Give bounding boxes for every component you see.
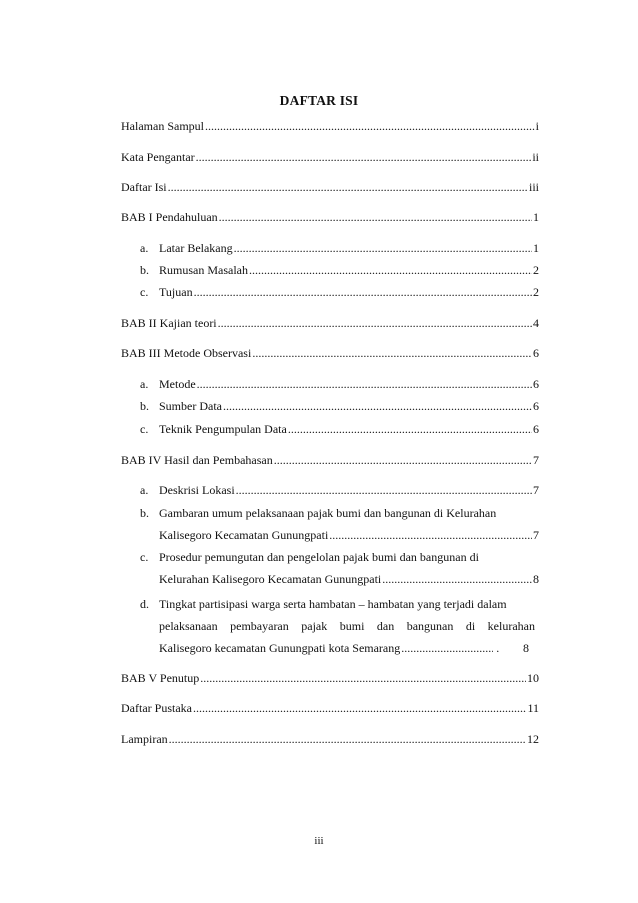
toc-label: Deskrisi Lokasi (159, 483, 235, 497)
toc-label: Metode (159, 377, 196, 391)
toc-leader-dots (401, 641, 493, 656)
toc-label: BAB III Metode Observasi (121, 346, 252, 360)
toc-page-number: ii (532, 150, 539, 164)
toc-leader-dots (196, 150, 532, 165)
toc-item-letter: d. (140, 597, 149, 611)
toc-item-letter: b. (140, 399, 149, 413)
toc-label: Lampiran (121, 732, 168, 746)
toc-leader-dots (197, 377, 532, 392)
toc-item-letter: c. (140, 285, 149, 299)
toc-item-letter: c. (140, 550, 149, 564)
toc-label-line-1: Tingkat partisipasi warga serta hambatan – hambatan yang terjadi dalam (159, 597, 507, 611)
toc-page-number: 6 (533, 399, 539, 413)
toc-subentry-tingkat-partisipasi[interactable]: d. Tingkat partisipasi warga serta hambatan – hambatan yang terjadi dalam pelaksanaan pembayaran pajak bumi dan bangunan di kelurahan Kalisegoro kecamatan Gunungpati kota Semarang ..... . 8 (140, 597, 539, 656)
toc-item-letter: a. (140, 241, 149, 255)
toc-leader-dots (274, 453, 532, 468)
toc-page-number: 7 (533, 528, 539, 542)
toc-leader-dots (169, 732, 526, 747)
toc-entry-daftar-pustaka[interactable] (121, 701, 539, 716)
toc-label: Tujuan (159, 285, 193, 299)
toc-item-letter: c. (140, 422, 149, 436)
toc-leader-dots (218, 316, 532, 331)
toc-label: Sumber Data (159, 399, 222, 413)
toc-subentry-latar-belakang[interactable] (140, 241, 539, 256)
toc-page-number: 8 (533, 572, 539, 586)
toc-leader-dots (252, 346, 532, 361)
toc-label-line-3: Kalisegoro kecamatan Gunungpati kota Semarang (159, 641, 401, 655)
toc-label: Daftar Isi (121, 180, 167, 194)
toc-leader-dots (329, 528, 532, 543)
toc-subentry-rumusan-masalah[interactable] (140, 263, 539, 278)
toc-page-number: i (535, 119, 539, 133)
toc-label: Rumusan Masalah (159, 263, 248, 277)
toc-label: BAB IV Hasil dan Pembahasan (121, 453, 273, 467)
toc-label: BAB V Penutup (121, 671, 200, 685)
toc-entry-bab-1[interactable] (121, 210, 539, 225)
toc-entry-halaman-sampul[interactable] (121, 119, 539, 134)
toc-subentry-tujuan[interactable] (140, 285, 539, 300)
toc-leader-dots (223, 399, 532, 414)
toc-label-line-1: Gambaran umum pelaksanaan pajak bumi dan bangunan di Kelurahan (159, 506, 497, 520)
toc-entry-bab-3[interactable] (121, 346, 539, 361)
toc-leader-dots (168, 180, 528, 195)
toc-label-line-2: Kalisegoro Kecamatan Gunungpati (159, 528, 329, 542)
toc-label-line-2: Kelurahan Kalisegoro Kecamatan Gunungpati (159, 572, 382, 586)
toc-page-number: 2 (533, 285, 539, 299)
toc-page-number: 6 (533, 377, 539, 391)
footer-page-number: iii (314, 835, 324, 847)
toc-label: BAB I Pendahuluan (121, 210, 218, 224)
toc-leader-dots (288, 422, 532, 437)
toc-label: Latar Belakang (159, 241, 233, 255)
toc-entry-bab-5[interactable] (121, 671, 539, 686)
toc-subentry-sumber-data[interactable] (140, 399, 539, 414)
toc-page-number: 11 (527, 701, 539, 715)
toc-subentry-gambaran-umum[interactable] (140, 506, 539, 543)
toc-leader-dots (205, 119, 535, 134)
toc-entry-kata-pengantar[interactable] (121, 150, 539, 165)
toc-subentry-metode[interactable] (140, 377, 539, 392)
toc-page-number: 6 (533, 422, 539, 436)
toc-page-number: 6 (533, 346, 539, 360)
toc-label: Halaman Sampul (121, 119, 204, 133)
toc-label-line-2: pelaksanaan pembayaran pajak bumi dan bangunan di kelurahan (159, 619, 535, 633)
toc-page-number: 7 (533, 453, 539, 467)
toc-leader-dots (200, 671, 526, 686)
toc-leader-dots (193, 701, 526, 716)
toc-page-number: 1 (533, 241, 539, 255)
toc-item-letter: a. (140, 377, 149, 391)
toc-page-number: 4 (533, 316, 539, 330)
toc-page-number: 8 (523, 641, 529, 655)
toc-leader-dots (219, 210, 532, 225)
toc-page-number: 7 (533, 483, 539, 497)
toc-entry-bab-4[interactable] (121, 453, 539, 468)
toc-entry-lampiran[interactable] (121, 732, 539, 747)
toc-label: Kata Pengantar (121, 150, 195, 164)
toc-subentry-prosedur-pemungutan[interactable] (140, 550, 539, 587)
toc-item-letter: b. (140, 506, 149, 520)
toc-page-number: 12 (527, 732, 539, 746)
toc-page-number: 2 (533, 263, 539, 277)
page-title: DAFTAR ISI (279, 93, 359, 108)
toc-entry-bab-2[interactable] (121, 316, 539, 331)
toc-leader-dots (236, 483, 532, 498)
toc-entry-daftar-isi[interactable] (121, 180, 539, 195)
toc-leader-dots (194, 285, 532, 300)
toc-label: Daftar Pustaka (121, 701, 192, 715)
toc-label: BAB II Kajian teori (121, 316, 217, 330)
toc-label-line-1: Prosedur pemungutan dan pengelolan pajak bumi dan bangunan di (159, 550, 479, 564)
toc-leader-dots (234, 241, 532, 256)
toc-item-letter: a. (140, 483, 149, 497)
toc-subentry-deskrisi-lokasi[interactable] (140, 483, 539, 498)
toc-subentry-teknik-pengumpulan-data[interactable] (140, 422, 539, 437)
toc-page-number: iii (528, 180, 539, 194)
toc-leader-dots (249, 263, 532, 278)
toc-page-number: 10 (527, 671, 539, 685)
toc-label: Teknik Pengumpulan Data (159, 422, 287, 436)
toc-page-number: 1 (533, 210, 539, 224)
toc-item-letter: b. (140, 263, 149, 277)
toc-leader-dots (382, 572, 532, 587)
